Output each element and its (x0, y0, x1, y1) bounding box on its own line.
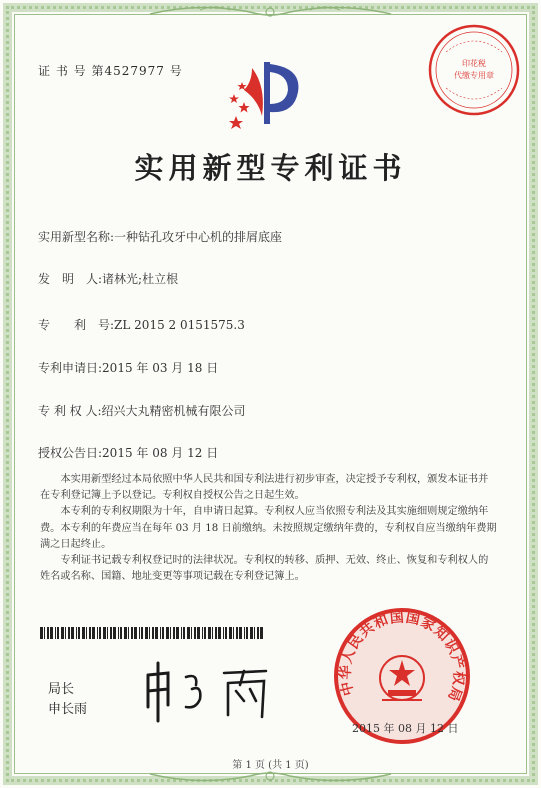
barcode-bar (218, 627, 221, 639)
svg-text:中华人民共和国国家知识产权局: 中华人民共和国国家知识产权局 (337, 609, 467, 705)
barcode-bar (236, 627, 238, 639)
barcode-bar (197, 627, 200, 639)
barcode-bar (239, 627, 242, 639)
barcode-bar (82, 627, 85, 639)
barcode-bar (191, 627, 192, 639)
seal-date: 2015 年 08 月 12 日 (352, 722, 459, 735)
barcode-bar (257, 627, 259, 639)
barcode-bar (131, 627, 133, 639)
barcode-bar (128, 627, 129, 639)
barcode-bar (152, 627, 154, 639)
field-utility-model-name (38, 228, 282, 245)
barcode-bar (176, 627, 179, 639)
barcode-bar (86, 627, 87, 639)
barcode-bar (68, 627, 70, 639)
barcode-bar (166, 627, 169, 639)
field-label: 授权公告日: (38, 446, 103, 460)
barcode-bar (173, 627, 175, 639)
barcode-bar (187, 627, 190, 639)
barcode-bar (233, 627, 234, 639)
body-paragraph: 本实用新型经过本局依照中华人民共和国专利法进行初步审查，决定授予专利权，颁发本证书并在专利登记簿上予以登记。专利权自授权公告之日起生效。 (40, 474, 489, 502)
page-title: 实用新型专利证书 (134, 151, 407, 185)
barcode-bar (181, 627, 182, 639)
barcode-bar (208, 627, 211, 639)
barcode-bar (194, 627, 196, 639)
barcode-bar (244, 627, 245, 639)
certificate-number-suffix: 号 (169, 64, 183, 78)
certificate-number (38, 62, 183, 79)
barcode-bar (160, 627, 161, 639)
field-value: 一种钻孔攻牙中心机的排屑底座 (114, 230, 283, 244)
barcode-bar (76, 627, 77, 639)
barcode-bar (50, 627, 53, 639)
field-application-date (38, 359, 218, 376)
barcode-bar (204, 627, 206, 639)
barcode-bar (155, 627, 158, 639)
field-inventor (38, 270, 178, 287)
field-label: 专利申请日: (38, 361, 103, 375)
barcode-bar (78, 627, 80, 639)
patent-office-logo-icon (222, 56, 304, 134)
barcode-bar (55, 627, 56, 639)
barcode-bar (120, 627, 122, 639)
field-patent-number (38, 316, 245, 333)
body-paragraph: 本专利的专利权期限为十年，自申请日起算。专利权人应当依照专利法及其实施细则规定缴纳年费。本专利的年费应当在每年 03 月 18 日前缴纳。未按照规定缴纳年费的，专利权自应当缴纳年费期满之日起终止。 (40, 506, 497, 550)
barcode-bar (57, 627, 59, 639)
field-patentee (38, 402, 246, 419)
field-label: 发 明 人: (38, 272, 103, 286)
barcode-bar (97, 627, 98, 639)
barcode-bar (118, 627, 119, 639)
field-value: ZL 2015 2 0151575.3 (114, 318, 245, 332)
barcode-bar (61, 627, 64, 639)
barcode-icon (40, 627, 265, 639)
signatory-name: 申长雨 (48, 702, 88, 717)
barcode-bar (212, 627, 213, 639)
barcode-bar (145, 627, 148, 639)
barcode-bar (65, 627, 66, 639)
certificate-number-value: 4527977 (104, 64, 165, 78)
field-label: 专 利 号: (38, 318, 115, 332)
field-grant-date (38, 444, 218, 461)
barcode-bar (103, 627, 106, 639)
barcode-bar (110, 627, 112, 639)
page-footer: 第 1 页 (共 1 页) (232, 760, 309, 771)
barcode-bar (89, 627, 91, 639)
barcode-bar (246, 627, 248, 639)
barcode-bar (202, 627, 203, 639)
barcode-bar (99, 627, 101, 639)
barcode-bar (223, 627, 224, 639)
field-value: 诸林光;杜立根 (102, 272, 179, 286)
barcode-bar (254, 627, 255, 639)
barcode-bar (124, 627, 127, 639)
barcode-bar (141, 627, 143, 639)
barcode-bar (215, 627, 217, 639)
barcode-bar (149, 627, 150, 639)
top-ornament-icon (0, 0, 541, 22)
barcode-bar (44, 627, 45, 639)
barcode-bar (260, 627, 263, 639)
body-paragraph: 专利证书记载专利权登记时的法律状况。专利权的转移、质押、无效、终止、恢复和专利权人的姓名或名称、国籍、地址变更等事项记载在专利登记簿上。 (40, 555, 489, 583)
barcode-bar (250, 627, 253, 639)
field-value: 绍兴大丸精密机械有限公司 (101, 404, 246, 418)
barcode-bar (162, 627, 164, 639)
barcode-bar (47, 627, 49, 639)
barcode-bar (183, 627, 185, 639)
field-value: 2015 年 08 月 12 日 (102, 446, 219, 460)
field-label: 专 利 权 人: (38, 404, 102, 418)
svg-text:印花税: 印花税 (462, 59, 486, 68)
certificate-body (40, 472, 498, 585)
barcode-bar (113, 627, 116, 639)
barcode-bar (170, 627, 171, 639)
barcode-bar (107, 627, 108, 639)
tax-stamp-seal-icon (426, 22, 522, 118)
barcode-bar (225, 627, 227, 639)
signatory-title: 局长 (48, 682, 75, 697)
barcode-bar (229, 627, 232, 639)
barcode-bar (40, 627, 43, 639)
field-value: 2015 年 03 月 18 日 (102, 361, 219, 375)
barcode-bar (134, 627, 137, 639)
svg-text:代缴专用章: 代缴专用章 (454, 71, 494, 80)
field-label: 实用新型名称: (38, 230, 115, 244)
barcode-bar (139, 627, 140, 639)
handwritten-signature-icon (140, 655, 280, 725)
barcode-bar (92, 627, 95, 639)
barcode-bar (71, 627, 74, 639)
certificate-number-label: 证 书 号 第 (38, 64, 105, 78)
